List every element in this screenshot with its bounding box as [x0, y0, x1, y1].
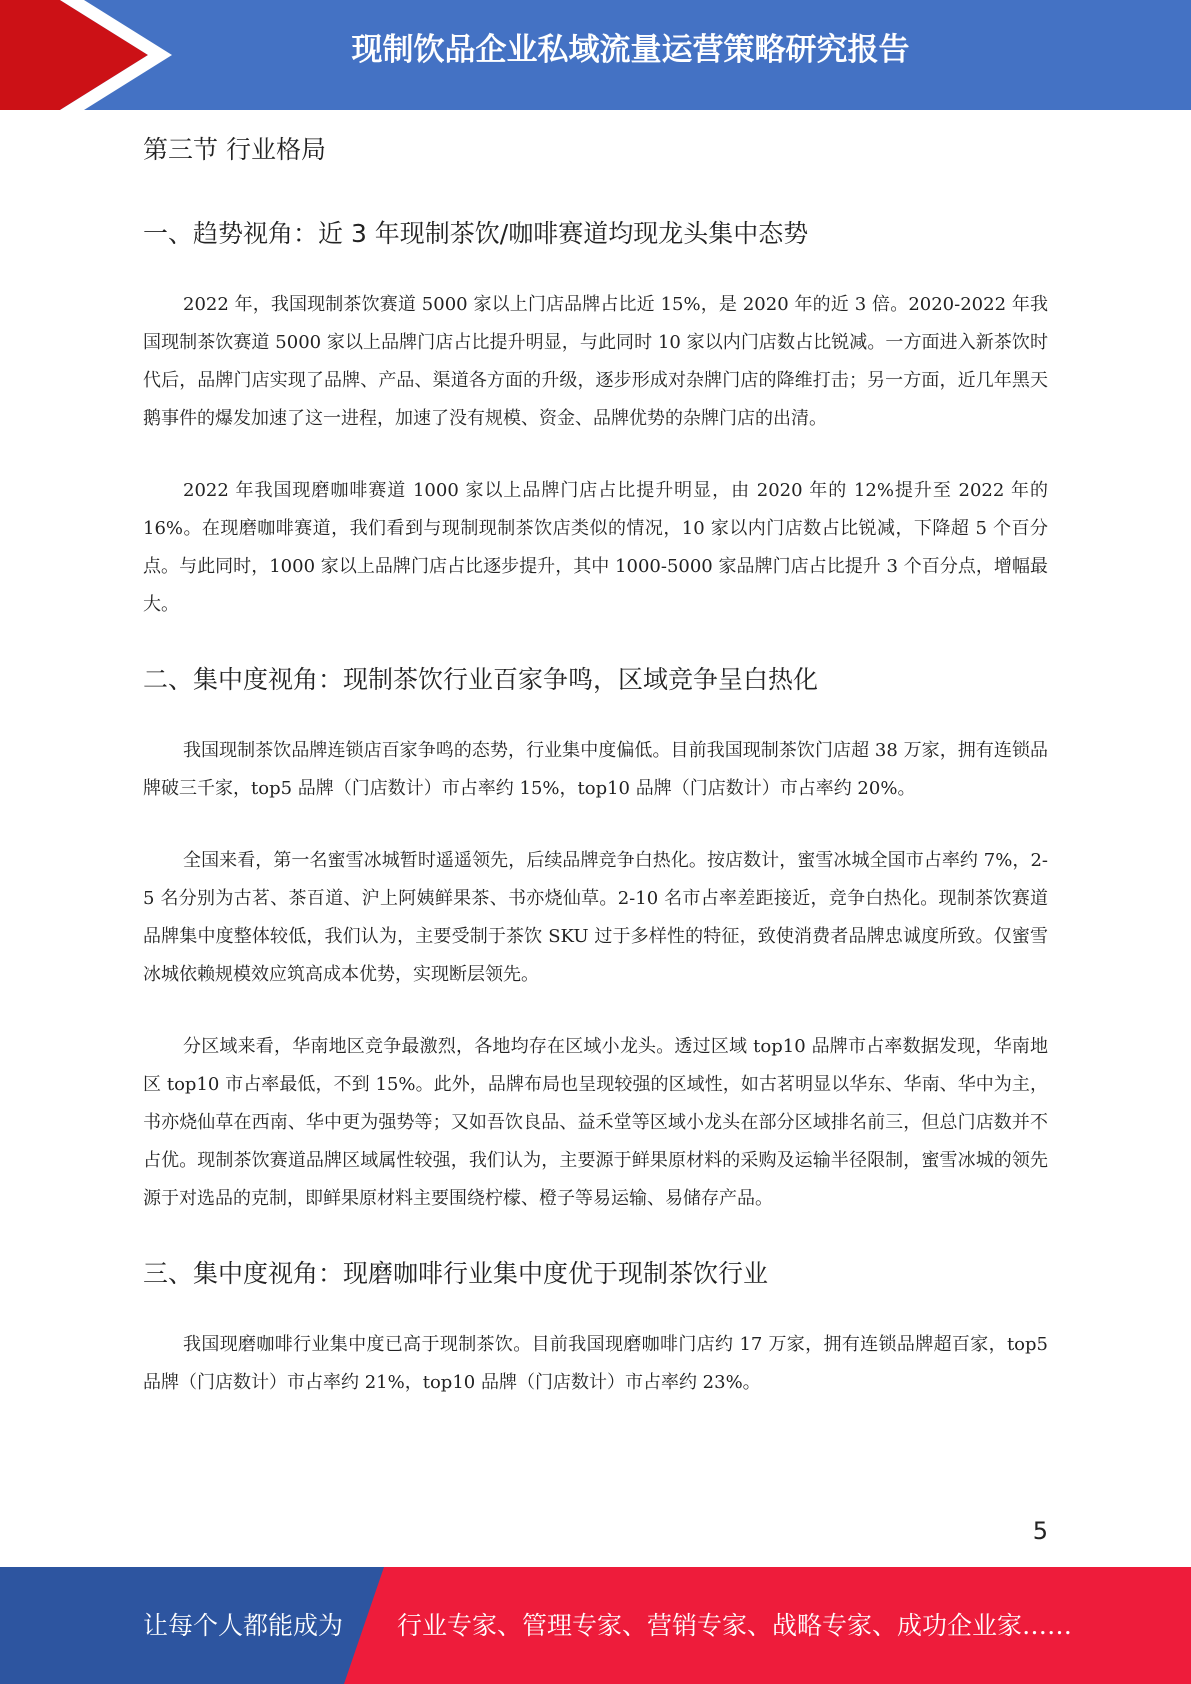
section-title: 第三节 行业格局	[143, 135, 326, 164]
footer-slogan-left: 让每个人都能成为	[143, 1611, 344, 1640]
subsection-heading: 三、集中度视角：现磨咖啡行业集中度优于现制茶饮行业	[143, 1259, 769, 1288]
paragraph: 2022 年我国现磨咖啡赛道 1000 家以上品牌门店占比提升明显，由 2020 年的 12%提升至 2022 年的 16%。在现磨咖啡赛道，我们看到与现制现制茶饮店类似的情况，10 家以内门店数占比锐减，下降超 5 个百分点。与此同时，1000 家以上品牌门店占比逐步提升，其中 1000-5000 家品牌门店占比提升 3 个百分点，增幅最大。	[143, 480, 1048, 615]
page-header	[0, 0, 1191, 110]
page-footer	[0, 1567, 1191, 1684]
paragraph: 全国来看，第一名蜜雪冰城暂时遥遥领先，后续品牌竞争白热化。按店数计，蜜雪冰城全国市占率约 7%，2-5 名分别为古茗、茶百道、沪上阿姨鲜果茶、书亦烧仙草。2-10 名市占率差距接近，竞争白热化。现制茶饮赛道品牌集中度整体较低，我们认为，主要受制于茶饮 SKU 过于多样性的特征，致使消费者品牌忠诚度所致。仅蜜雪冰城依赖规模效应筑高成本优势，实现断层领先。	[143, 850, 1048, 985]
paragraph: 我国现磨咖啡行业集中度已高于现制茶饮。目前我国现磨咖啡门店约 17 万家，拥有连锁品牌超百家，top5 品牌（门店数计）市占率约 21%，top10 品牌（门店数计）市占率约 23%。	[143, 1334, 1048, 1393]
footer-slogan-right: 行业专家、管理专家、营销专家、战略专家、成功企业家……	[397, 1611, 1073, 1640]
subsection-heading: 二、集中度视角：现制茶饮行业百家争鸣，区域竞争呈白热化	[143, 665, 819, 694]
paragraph: 我国现制茶饮品牌连锁店百家争鸣的态势，行业集中度偏低。目前我国现制茶饮门店超 38 万家，拥有连锁品牌破三千家，top5 品牌（门店数计）市占率约 15%，top10 品牌（门店数计）市占率约 20%。	[143, 740, 1048, 799]
paragraph: 2022 年，我国现制茶饮赛道 5000 家以上门店品牌占比近 15%，是 2020 年的近 3 倍。2020-2022 年我国现制茶饮赛道 5000 家以上品牌门店占比提升明显，与此同时 10 家以内门店数占比锐减。一方面进入新茶饮时代后，品牌门店实现了品牌、产品、渠道各方面的升级，逐步形成对杂牌门店的降维打击；另一方面，近几年黑天鹅事件的爆发加速了这一进程，加速了没有规模、资金、品牌优势的杂牌门店的出清。	[143, 294, 1048, 429]
page-number: 5	[1032, 1517, 1048, 1545]
report-title: 现制饮品企业私域流量运营策略研究报告	[351, 32, 910, 68]
subsection-heading: 一、趋势视角：近 3 年现制茶饮/咖啡赛道均现龙头集中态势	[143, 219, 809, 248]
page-content	[143, 128, 1048, 1402]
paragraph: 分区域来看，华南地区竞争最激烈，各地均存在区域小龙头。透过区域 top10 品牌市占率数据发现，华南地区 top10 市占率最低，不到 15%。此外，品牌布局也呈现较强的区域性，如古茗明显以华东、华南、华中为主，书亦烧仙草在西南、华中更为强势等；又如吾饮良品、益禾堂等区域小龙头在部分区域排名前三，但总门店数并不占优。现制茶饮赛道品牌区域属性较强，我们认为，主要源于鲜果原材料的采购及运输半径限制，蜜雪冰城的领先源于对选品的克制，即鲜果原材料主要围绕柠檬、橙子等易运输、易储存产品。	[143, 1036, 1048, 1209]
